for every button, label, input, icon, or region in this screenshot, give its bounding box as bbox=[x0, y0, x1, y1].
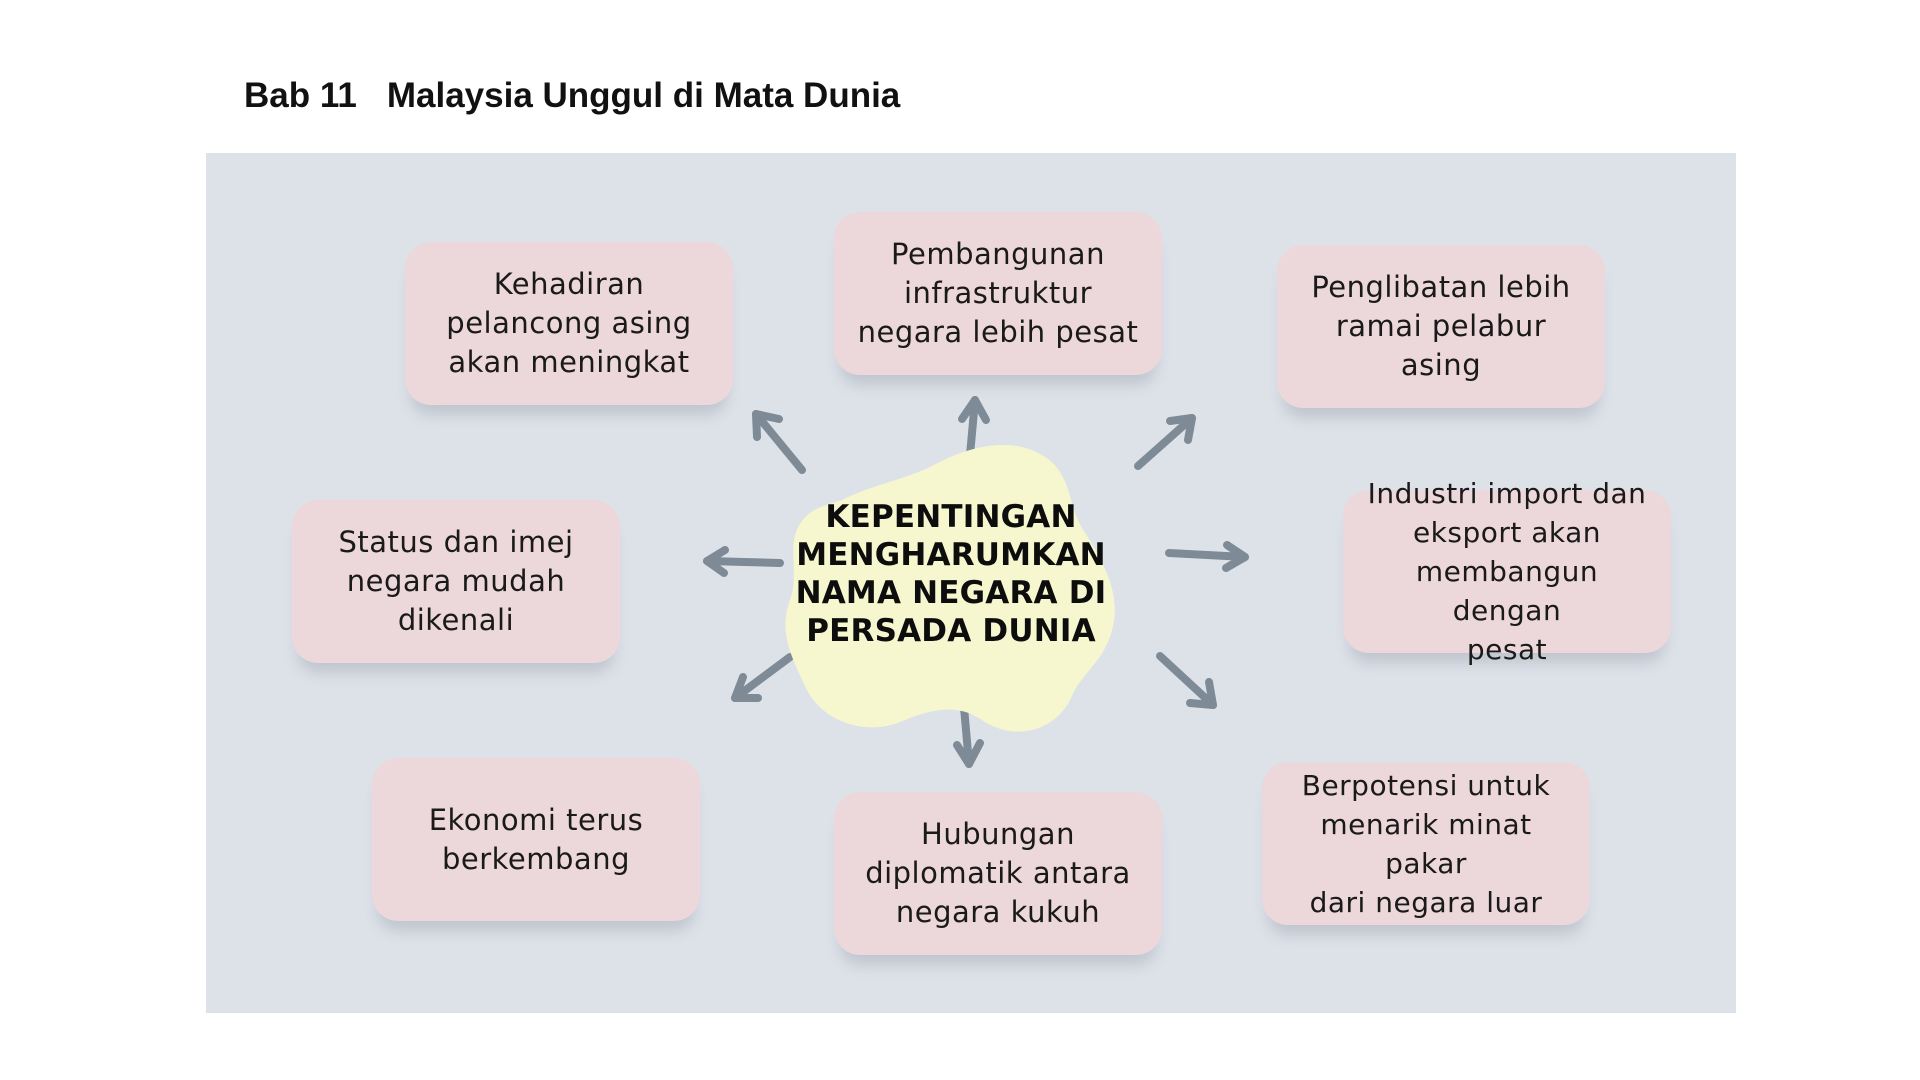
card-experts bbox=[1262, 762, 1590, 925]
center-topic: KEPENTINGAN MENGHARUMKAN NAMA NEGARA DI PERSADA DUNIA bbox=[795, 499, 1107, 649]
card-infrastructure-text: Pembangunan infrastruktur negara lebih pesat bbox=[857, 237, 1139, 349]
chapter-number: Bab 11 bbox=[244, 76, 357, 115]
card-tourists-text: Kehadiran pelancong asing akan meningkat bbox=[446, 267, 692, 379]
card-trade-text: Industri import dan eksport akan membangun dengan pesat bbox=[1367, 477, 1647, 666]
card-diplomacy-text: Hubungan diplomatik antara negara kukuh bbox=[865, 817, 1131, 929]
card-investors bbox=[1277, 245, 1605, 408]
card-status bbox=[292, 500, 620, 663]
card-tourists bbox=[405, 242, 733, 405]
card-economy bbox=[372, 758, 700, 921]
card-economy-text: Ekonomi terus berkembang bbox=[428, 802, 644, 876]
card-infrastructure bbox=[834, 212, 1162, 375]
card-diplomacy bbox=[834, 792, 1162, 955]
card-experts-text: Berpotensi untuk menarik minat pakar dari negara luar bbox=[1301, 768, 1551, 919]
card-status-text: Status dan imej negara mudah dikenali bbox=[338, 525, 574, 637]
page-heading bbox=[244, 76, 900, 116]
card-trade bbox=[1343, 477, 1671, 666]
chapter-title: Malaysia Unggul di Mata Dunia bbox=[386, 76, 901, 115]
card-investors-text: Penglibatan lebih ramai pelabur asing bbox=[1311, 270, 1571, 382]
